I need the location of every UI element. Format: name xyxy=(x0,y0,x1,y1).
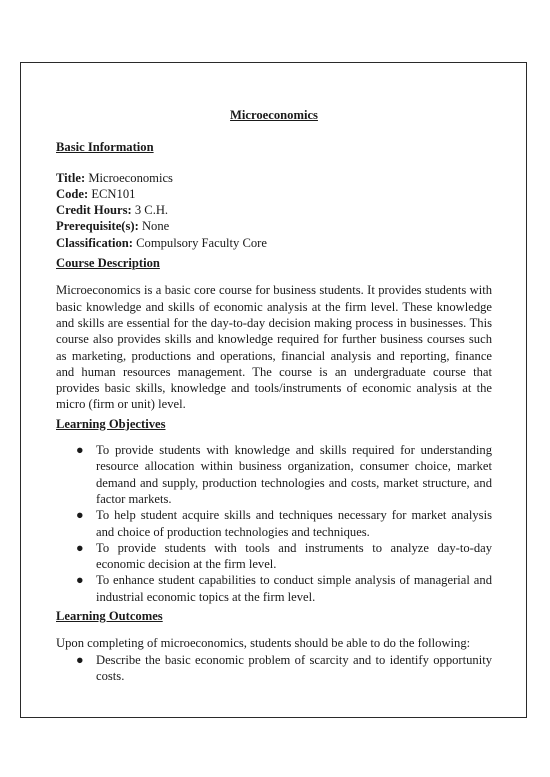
list-item xyxy=(56,507,492,540)
info-key: Title: xyxy=(56,170,86,185)
course-description-heading: Course Description xyxy=(56,256,160,271)
list-item-text: Describe the basic economic problem of scarcity and to identify opportunity costs. xyxy=(96,652,492,683)
course-description-text: Microeconomics is a basic core course for business students. It provides students with basic knowledge and skills of economic analysis at the firm level. These knowledge and skills are essential for the day-to-day decision making process in businesses. This course also provides skills and knowledge required for further business courses such as marketing, productions and operations, financial analysis and reporting, finance and human resources management. The course is an undergraduate course that provides basic skills, knowledge and tools/instruments of economic analysis at the micro (firm or unit) level. xyxy=(56,283,492,412)
basic-information-heading: Basic Information xyxy=(56,140,154,155)
learning-objectives-heading: Learning Objectives xyxy=(56,416,166,431)
bullet-icon: ● xyxy=(76,540,84,555)
info-key: Prerequisite(s): xyxy=(56,219,139,234)
info-row-title xyxy=(56,170,492,186)
info-key: Code: xyxy=(56,186,89,201)
basic-information-list xyxy=(56,170,492,251)
bullet-icon: ● xyxy=(76,652,84,667)
info-key: Classification: xyxy=(56,235,133,250)
list-item-text: To provide students with knowledge and skills required for understanding resource allocation within business organization, consumer choice, market demand and supply, production technologies and costs, market structure, and factor markets. xyxy=(96,443,492,506)
document-title: Microeconomics xyxy=(230,108,318,122)
learning-objectives-list xyxy=(56,442,492,605)
info-row-credit-hours xyxy=(56,202,492,218)
info-row-prerequisites xyxy=(56,218,492,234)
document-body xyxy=(56,107,492,687)
learning-outcomes-intro: Upon completing of microeconomics, students should be able to do the following: xyxy=(56,636,471,651)
info-value: None xyxy=(141,219,170,234)
list-item xyxy=(56,652,492,685)
info-key: Credit Hours: xyxy=(56,203,132,218)
list-item xyxy=(56,442,492,507)
learning-outcomes-heading: Learning Outcomes xyxy=(56,609,163,624)
bullet-icon: ● xyxy=(76,443,84,458)
info-value: 3 C.H. xyxy=(134,203,169,218)
bullet-icon: ● xyxy=(76,508,84,523)
list-item-text: To help student acquire skills and techniques necessary for market analysis and choice of production technologies and techniques. xyxy=(96,508,492,539)
info-value: Compulsory Faculty Core xyxy=(136,235,267,250)
info-row-classification xyxy=(56,235,492,251)
info-value: Microeconomics xyxy=(88,170,173,185)
learning-outcomes-list xyxy=(56,652,492,685)
info-row-code xyxy=(56,186,492,202)
list-item xyxy=(56,540,492,573)
list-item-text: To enhance student capabilities to conduct simple analysis of managerial and industrial economic topics at the firm level. xyxy=(96,573,492,604)
info-value: ECN101 xyxy=(91,186,136,201)
list-item-text: To provide students with tools and instruments to analyze day-to-day economic decision at the firm level. xyxy=(96,540,492,572)
bullet-icon: ● xyxy=(76,573,84,588)
list-item xyxy=(56,572,492,605)
